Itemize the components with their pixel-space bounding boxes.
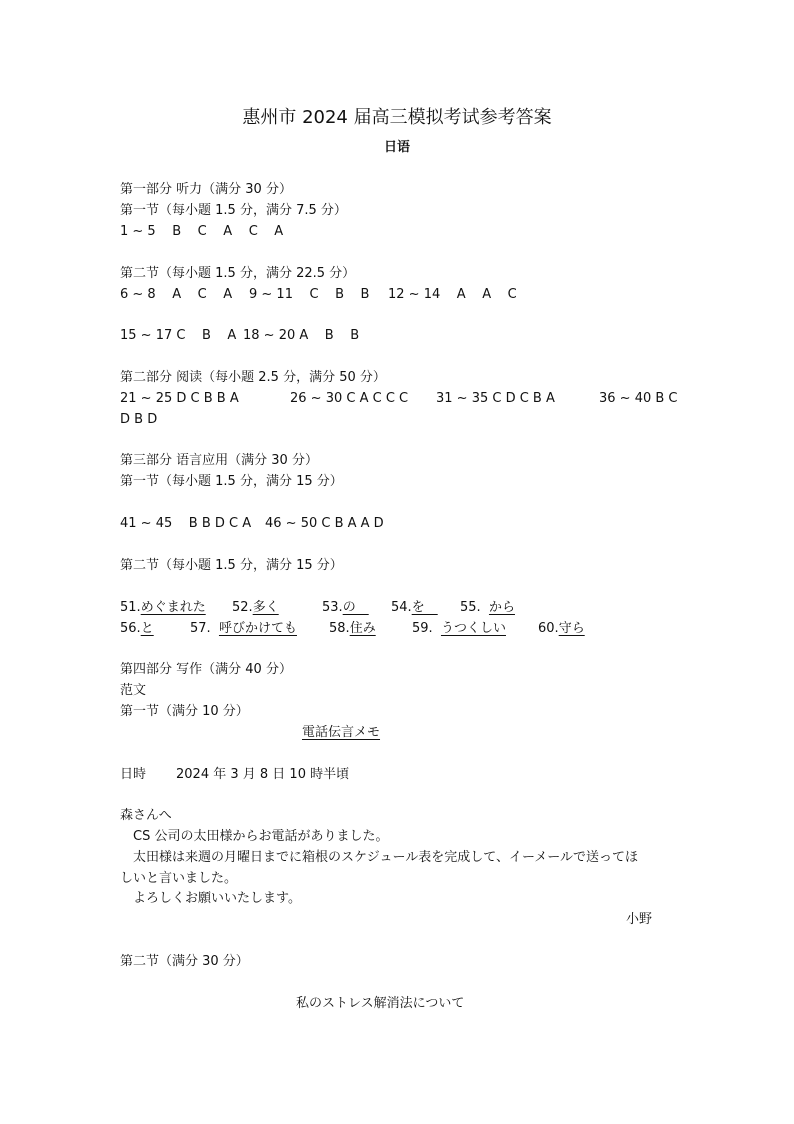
answer-group: 26 ~ 30 C A C C C — [290, 391, 409, 406]
part1-heading: 第一部分 听力（满分 30 分） — [120, 182, 292, 197]
answer-group: 36 ~ 40 B C — [599, 391, 678, 406]
answer-group: 18 ~ 20 A B B — [243, 328, 360, 343]
part4-sec1-heading: 第一节（满分 10 分） — [120, 704, 249, 719]
answer-group: 31 ~ 35 C D C B A — [436, 391, 555, 406]
part2-heading: 第二部分 阅读（每小题 2.5 分，满分 50 分） — [120, 370, 386, 385]
subject-label: 日语 — [383, 140, 410, 155]
fill-answer-56: 56.と — [120, 621, 154, 636]
part4-sec2-heading: 第二节（满分 30 分） — [120, 954, 249, 969]
memo-title: 電話伝言メモ — [302, 725, 381, 740]
essay-title: 私のストレス解消法について — [296, 996, 465, 1011]
answer-group: 21 ~ 25 D C B B A — [120, 391, 239, 406]
answer-group: D B D — [120, 412, 158, 427]
part4-heading: 第四部分 写作（满分 40 分） — [120, 662, 292, 677]
answer-group: 46 ~ 50 C B A A D — [265, 516, 384, 531]
memo-recipient: 森さんへ — [120, 808, 172, 823]
fill-answer-55: 55. から — [460, 600, 515, 615]
fill-answer-54: 54.を — [391, 600, 438, 615]
memo-signature: 小野 — [626, 912, 653, 927]
answer-group: 12 ~ 14 A A C — [388, 287, 517, 302]
memo-body-line: CS 公司の太田様からお電話がありました。 — [120, 829, 389, 844]
fill-answer-59: 59. うつくしい — [412, 621, 506, 636]
page-title: 惠州市 2024 届高三模拟考试参考答案 — [242, 107, 552, 128]
memo-body-line: 太田様は来週の月曜日までに箱根のスケジュール表を完成して、イーメールで送ってほ — [120, 850, 639, 865]
fill-answer-57: 57. 呼びかけても — [190, 621, 297, 636]
part1-sec2-heading: 第二节（每小题 1.5 分，满分 22.5 分） — [120, 266, 356, 281]
part1-sec1-heading: 第一节（每小题 1.5 分，满分 7.5 分） — [120, 203, 347, 218]
answer-group: 6 ~ 8 A C A — [120, 287, 233, 302]
fill-answer-51: 51.めぐまれた — [120, 600, 206, 615]
memo-body-line: しいと言いました。 — [120, 871, 238, 886]
fill-answer-52: 52.多く — [232, 600, 279, 615]
datetime-label: 日時 — [120, 767, 147, 782]
fill-answer-53: 53.の — [322, 600, 369, 615]
part3-sec2-heading: 第二节（每小题 1.5 分，满分 15 分） — [120, 558, 343, 573]
memo-body-line: よろしくお願いいたします。 — [120, 891, 301, 906]
part1-sec1-answers: 1 ~ 5 B C A C A — [120, 224, 284, 239]
fill-answer-60: 60.守ら — [538, 621, 585, 636]
fill-answer-58: 58.住み — [329, 621, 376, 636]
part3-sec1-heading: 第一节（每小题 1.5 分，满分 15 分） — [120, 474, 343, 489]
answer-group: 9 ~ 11 C B B — [249, 287, 370, 302]
datetime-value: 2024 年 3 月 8 日 10 時半頃 — [176, 767, 350, 782]
part3-heading: 第三部分 语言应用（满分 30 分） — [120, 453, 318, 468]
answer-group: 15 ~ 17 C B A — [120, 328, 237, 343]
answer-group: 41 ~ 45 B B D C A — [120, 516, 252, 531]
sample-label: 范文 — [120, 683, 147, 698]
